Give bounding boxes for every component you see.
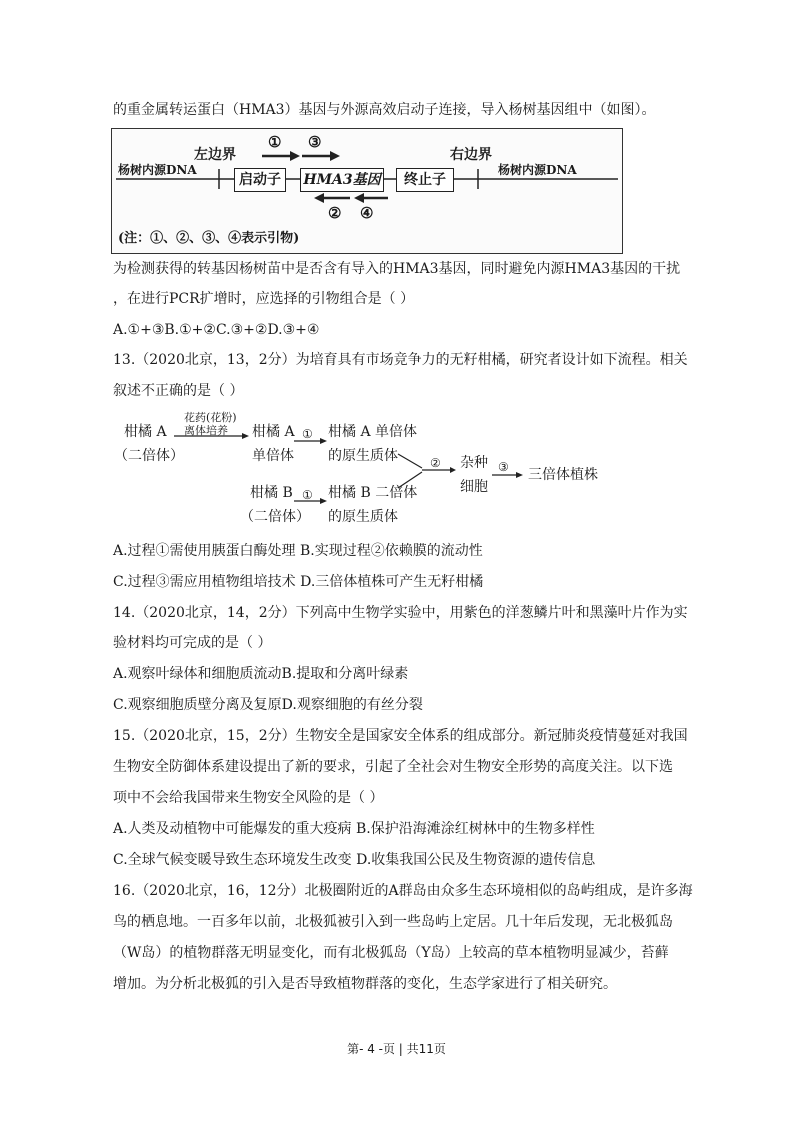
primer-4-label: ④ <box>360 204 374 222</box>
step-1b-label: ① <box>302 488 313 502</box>
protoplast-b-line2: 的原生质体 <box>328 509 398 525</box>
primer-2-label: ② <box>328 204 342 222</box>
orange-b-label: 柑橘 B <box>250 485 293 501</box>
protoplast-a-line1: 柑橘 A 单倍体 <box>328 424 418 440</box>
hybrid-cell-line2: 细胞 <box>460 479 488 495</box>
orange-b-diploid: （二倍体） <box>240 509 310 525</box>
primer-3-label: ③ <box>308 133 322 151</box>
q13-line-1: 13.（2020北京，13，2分）为培育具有市场竞争力的无籽柑橘，研究者设计如下流程。相关 <box>113 352 688 368</box>
orange-a-label: 柑橘 A <box>124 424 167 440</box>
intro-line: 的重金属转运蛋白（HMA3）基因与外源高效启动子连接，导入杨树基因组中（如图）。 <box>113 102 656 118</box>
q16-line-3: （W岛）的植物群落无明显变化，而有北极狐岛（Y岛）上较高的草本植物明显减少，苔藓 <box>113 945 669 961</box>
figure-note: (注：①、②、③、④表示引物) <box>118 231 300 246</box>
q14-line-2: 验材料均可完成的是（ ） <box>113 635 272 651</box>
q16-line-4: 增加。为分析北极狐的引入是否导致植物群落的变化，生态学家进行了相关研究。 <box>113 976 617 992</box>
step-3-label: ③ <box>498 460 509 474</box>
q12-line-1: 为检测获得的转基因杨树苗中是否含有导入的HMA3基因，同时避免内源HMA3基因的干扰 <box>113 261 681 277</box>
q14-options-cd: C.观察细胞质壁分离及复原D.观察细胞的有丝分裂 <box>113 697 423 713</box>
q15-options-cd: C.全球气候变暖导致生态环境发生改变 D.收集我国公民及生物资源的遗传信息 <box>113 852 596 868</box>
q14-line-1: 14.（2020北京，14，2分）下列高中生物学实验中，用紫色的洋葱鳞片叶和黑藻叶片作为实 <box>113 605 688 621</box>
right-border-label: 右边界 <box>450 147 492 163</box>
q12-options: A.①+③B.①+②C.③+②D.③+④ <box>113 322 320 338</box>
triploid-plant-label: 三倍体植株 <box>528 467 598 483</box>
left-dna-label: 杨树内源DNA <box>118 163 197 177</box>
gene-construct-figure <box>111 128 623 254</box>
step-2-label: ② <box>430 456 441 470</box>
citrus-flowchart <box>100 408 620 536</box>
left-border-label: 左边界 <box>194 147 236 163</box>
primer-1-label: ① <box>268 133 282 151</box>
culture-label-bottom: 离体培养 <box>184 424 228 437</box>
step-1a-label: ① <box>302 427 313 441</box>
protoplast-b-line1: 柑橘 B 二倍体 <box>328 485 418 501</box>
hybrid-cell-line1: 杂种 <box>460 455 488 471</box>
q13-options-cd: C.过程③需应用植物组培技术 D.三倍体植株可产生无籽柑橘 <box>113 574 484 590</box>
right-dna-label: 杨树内源DNA <box>498 163 577 177</box>
q13-line-2: 叙述不正确的是（ ） <box>113 383 244 399</box>
q16-line-2: 鸟的栖息地。一百多年以前，北极狐被引入到一些岛屿上定居。几十年后发现，无北极狐岛 <box>113 914 673 930</box>
haploid-a-label-2: 单倍体 <box>252 448 294 464</box>
q15-options-ab: A.人类及动植物中可能爆发的重大疫病 B.保护沿海滩涂红树林中的生物多样性 <box>113 821 595 837</box>
haploid-a-label: 柑橘 A <box>252 424 295 440</box>
q16-line-1: 16.（2020北京，16，12分）北极圈附近的A群岛由众多生态环境相似的岛屿组成，是许多海 <box>113 883 693 899</box>
q13-options-ab: A.过程①需使用胰蛋白酶处理 B.实现过程②依赖膜的流动性 <box>113 543 483 559</box>
culture-label-top: 花药(花粉) <box>184 411 237 424</box>
q12-line-2: ，在进行PCR扩增时，应选择的引物组合是（ ） <box>113 291 415 307</box>
terminator-box: 终止子 <box>396 168 454 192</box>
page-footer: 第- 4 -页 | 共11页 <box>347 1042 446 1056</box>
q14-options-ab: A.观察叶绿体和细胞质流动B.提取和分离叶绿素 <box>113 666 409 682</box>
q15-line-3: 项中不会给我国带来生物安全风险的是（ ） <box>113 790 384 806</box>
hma3-gene-box: HMA3基因 <box>300 168 384 192</box>
protoplast-a-line2: 的原生质体 <box>328 448 398 464</box>
q15-line-2: 生物安全防御体系建设提出了新的要求，引起了全社会对生物安全形势的高度关注。以下选 <box>113 759 673 775</box>
orange-a-diploid: （二倍体） <box>114 448 184 464</box>
promoter-box: 启动子 <box>234 168 286 192</box>
q15-line-1: 15.（2020北京，15，2分）生物安全是国家安全体系的组成部分。新冠肺炎疫情蔓延对我国 <box>113 728 688 744</box>
